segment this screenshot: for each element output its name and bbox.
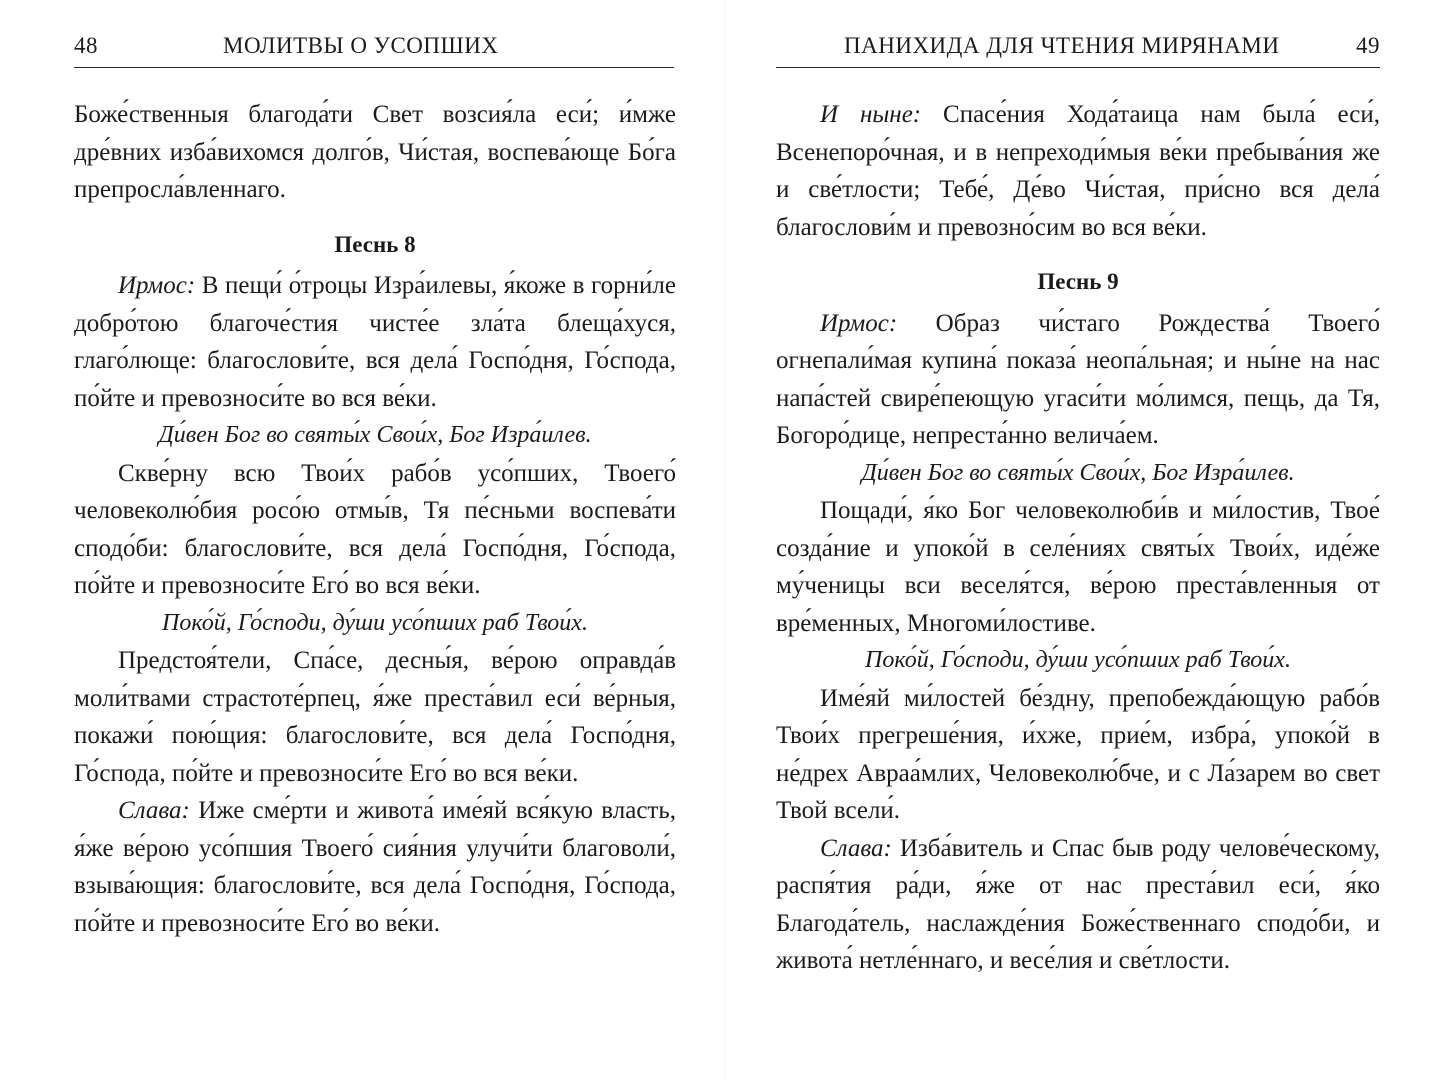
left-page-header — [74, 33, 674, 68]
now-paragraph — [776, 96, 1380, 246]
irmos-label: Ирмос: — [820, 309, 898, 337]
troparion-paragraph: Пощади́, я́ко Бог человеколюби́в и ми́лостив, Твое́ созда́ние и упоко́й в селе́ниях святы́х Твои́х, иде́же му́ченицы вси веселя́тся, ве́рою преста́вленныя от вре́менных, Многоми́лостиве. — [776, 497, 1380, 637]
running-title-right: ПАНИХИДА ДЛЯ ЧТЕНИЯ МИРЯНАМИ — [844, 33, 1280, 58]
song-8-heading: Песнь 8 — [334, 231, 416, 257]
glory-paragraph-left — [74, 792, 676, 942]
glory-label: Слава: — [820, 834, 892, 862]
page-number-left: 48 — [74, 33, 98, 58]
now-text: Спасе́ния Хода́таица нам была́ еси́, Всенепоро́чная, и в непреходи́мыя ве́ки пребыва́ния же и све́тлости; Тебе́, Де́во Чи́стая, при́сно вся дела́ благослови́м и превозно́сим во вся ве́ки. — [776, 101, 1380, 241]
refrain-divine: Ди́вен Бог во святы́х Свои́х, Бог Изра́илев. — [861, 459, 1295, 486]
refrain-rest: Поко́й, Го́споди, ду́ши усо́пших раб Твои́х. — [865, 647, 1291, 673]
running-title-left: МОЛИТВЫ О УСОПШИХ — [223, 33, 499, 58]
right-page-body — [776, 96, 1380, 980]
refrain-divine: Ди́вен Бог во святы́х Свои́х, Бог Изра́илев. — [158, 422, 592, 448]
irmos-paragraph-right — [776, 305, 1380, 455]
troparion-paragraph: Скве́рну всю Твои́х рабо́в усо́пших, Твоего́ человеколю́бия росо́ю отмы́в, Тя пе́сньми воспева́ти сподо́би: благослови́те, вся дела́ Госпо́дня, Го́спода, по́йте и превозноси́те Его́ во вся ве́ки. — [74, 459, 676, 599]
troparion-paragraph: Предстоя́тели, Спа́се, десны́я, ве́рою оправда́в моли́твами страстоте́рпец, я́же преста́вил еси́ ве́рныя, покажи́ пою́щия: благослови́те, вся дела́ Госпо́дня, Го́спода, по́йте и превозноси́те Его́ во вся ве́ки. — [74, 647, 676, 787]
troparion-paragraph: Име́яй ми́лостей бе́здну, препобежда́ющую рабо́в Твои́х прегреше́ния, и́хже, прие́м, избра́, упоко́й в не́дрех Авраа́млих, Человеколю́бче, и с Ла́зарем во свет Твой всели́. — [776, 684, 1380, 824]
opening-paragraph: Боже́ственныя благода́ти Свет возсия́ла еси́; и́мже дре́вних изба́вихомся долго́в, Чи́стая, воспева́юще Бо́га препросла́вленнаго. — [74, 101, 676, 203]
page-number-right: 49 — [1356, 33, 1380, 58]
irmos-label: Ирмос: — [118, 272, 196, 299]
refrain-rest: Поко́й, Го́споди, ду́ши усо́пших раб Твои́х. — [162, 609, 588, 636]
glory-text: Изба́витель и Спас быв роду челове́ческому, распя́тия ра́ди, я́же от нас преста́вил еси́, я́ко Благода́тель, наслажде́ния Боже́ственнаго сподо́би, и живота́ нетле́ннаго, и весе́лия и све́тлости. — [776, 834, 1380, 974]
now-label: И ныне: — [820, 101, 922, 128]
right-page-header — [776, 33, 1380, 68]
irmos-text: Образ чи́стаго Рождества́ Твоего́ огнепали́мая купина́ показа́ неопа́льная; и ны́не на нас напа́стей свире́пеющую угаси́ти мо́лимся, пещь, да Тя, Богоро́дице, непреста́нно велича́ем. — [776, 309, 1380, 449]
glory-text: Иже сме́рти и живота́ име́яй вся́кую власть, я́же ве́рою усо́пшия Твоего́ сия́ния улучи́ти благоволи́, взыва́ющия: благослови́те, вся дела́ Госпо́дня, Го́спода, по́йте и превозноси́те Его́ во ве́ки. — [74, 797, 676, 937]
left-page-body — [74, 96, 676, 942]
irmos-text: В пещи́ о́троцы Изра́илевы, я́коже в горни́ле добро́тою благоче́стия чисте́е зла́та блеща́хуся, глаго́люще: благослови́те, вся дела́ Госпо́дня, Го́спода, по́йте и превозноси́те во вся ве́ки. — [74, 272, 676, 412]
right-page — [726, 0, 1452, 1080]
irmos-paragraph-left — [74, 267, 676, 417]
glory-paragraph-right — [776, 830, 1380, 980]
glory-label: Слава: — [118, 797, 190, 824]
song-9-heading: Песнь 9 — [1037, 269, 1119, 294]
